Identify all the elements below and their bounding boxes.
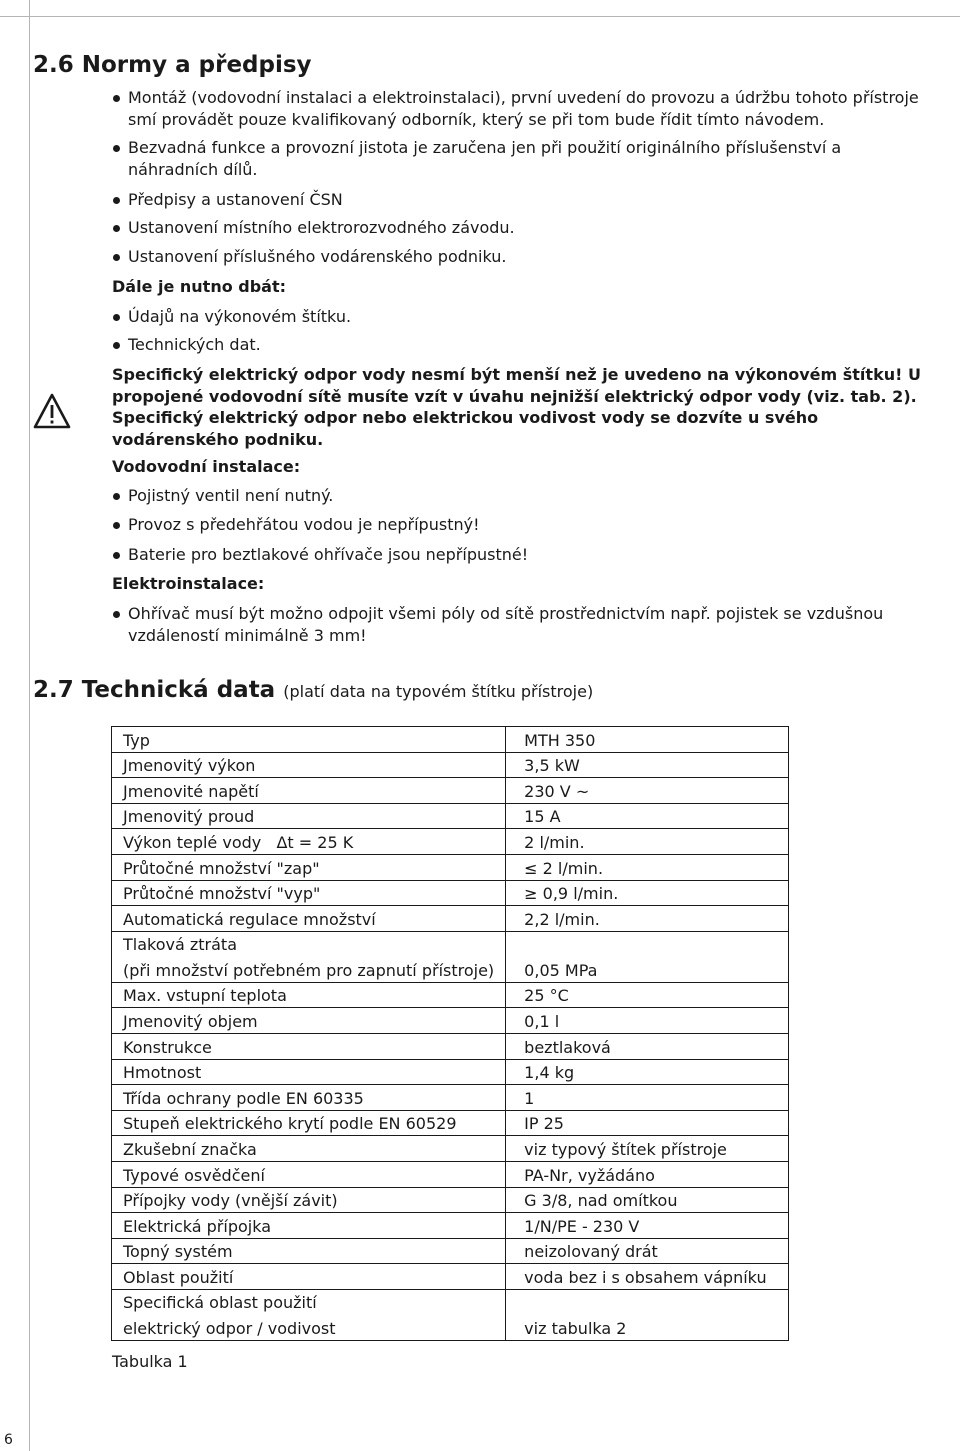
list-item bbox=[112, 217, 932, 239]
section-heading-2-6: 2.6 Normy a předpisy bbox=[33, 52, 312, 78]
table-cell-label: Průtočné množství "zap" bbox=[112, 854, 506, 880]
table-cell-label bbox=[112, 931, 506, 982]
bullet-icon bbox=[113, 254, 120, 261]
page-frame-top bbox=[0, 16, 960, 17]
section-title: 2.7 Technická data bbox=[33, 677, 276, 703]
table-cell-label: Elektrická přípojka bbox=[112, 1213, 506, 1239]
table-cell-value: viz typový štítek přístroje bbox=[506, 1136, 789, 1162]
table-cell-value: 25 °C bbox=[506, 982, 789, 1008]
list-item bbox=[112, 603, 902, 647]
bullet-icon bbox=[113, 552, 120, 559]
note-heading: Dále je nutno dbát: bbox=[112, 277, 287, 296]
label-line: Specifická oblast použití bbox=[123, 1292, 317, 1312]
table-cell-label: Zkušební značka bbox=[112, 1136, 506, 1162]
warning-text: Specifický elektrický odpor vody nesmí být menší než je uvedeno na výkonovém štítku! U propojené vodovodní sítě musíte vzít v úvahu nejnižší elektrický odpor vody (viz. tab. 2). Specifický elektrický odpor nebo elektrickou vodivost vody se dozvíte u svého vodárenského podniku. bbox=[112, 365, 921, 449]
section-heading-2-7 bbox=[33, 677, 593, 703]
label-line: elektrický odpor / vodivost bbox=[123, 1318, 336, 1338]
bullet-icon bbox=[113, 95, 120, 102]
label-line: Tlaková ztráta bbox=[123, 934, 237, 954]
table-cell-value: voda bez i s obsahem vápníku bbox=[506, 1264, 789, 1290]
table-cell-value: MTH 350 bbox=[506, 727, 789, 753]
table-cell-value: 2 l/min. bbox=[506, 829, 789, 855]
table-cell-label bbox=[112, 1289, 506, 1340]
water-installation-heading: Vodovodní instalace: bbox=[112, 457, 301, 476]
table-cell-value: 1,4 kg bbox=[506, 1059, 789, 1085]
bullet-icon bbox=[113, 522, 120, 529]
table-cell-label: Automatická regulace množství bbox=[112, 906, 506, 932]
table-row bbox=[112, 727, 789, 753]
table-row bbox=[112, 1238, 789, 1264]
list-item-text: Baterie pro beztlakové ohřívače jsou nepřípustné! bbox=[128, 545, 529, 564]
table-cell-value: 1 bbox=[506, 1085, 789, 1111]
table-cell-label: Topný systém bbox=[112, 1238, 506, 1264]
technical-data-table-body bbox=[112, 727, 789, 1341]
page-frame-left bbox=[29, 0, 30, 1451]
list-item bbox=[112, 246, 932, 268]
page-number: 6 bbox=[4, 1432, 13, 1448]
bullet-icon bbox=[113, 342, 120, 349]
table-cell-label: Jmenovité napětí bbox=[112, 778, 506, 804]
table-cell-label: Přípojky vody (vnější závit) bbox=[112, 1187, 506, 1213]
table-cell-label: Typ bbox=[112, 727, 506, 753]
table-row bbox=[112, 1264, 789, 1290]
table-cell-value: 0,1 l bbox=[506, 1008, 789, 1034]
table-row bbox=[112, 1213, 789, 1239]
table-cell-value: beztlaková bbox=[506, 1033, 789, 1059]
table-cell-value: 15 A bbox=[506, 803, 789, 829]
table-cell-label: Konstrukce bbox=[112, 1033, 506, 1059]
table-row bbox=[112, 1136, 789, 1162]
table-row bbox=[112, 803, 789, 829]
table-row bbox=[112, 752, 789, 778]
table-row bbox=[112, 880, 789, 906]
table-cell-label: Jmenovitý objem bbox=[112, 1008, 506, 1034]
table-caption: Tabulka 1 bbox=[112, 1352, 188, 1371]
table-row bbox=[112, 1110, 789, 1136]
list-item bbox=[112, 189, 932, 211]
list-item-text: Provoz s předehřátou vodou je nepřípustný! bbox=[128, 515, 480, 534]
bullet-icon bbox=[113, 197, 120, 204]
table-cell-value: PA-Nr, vyžádáno bbox=[506, 1161, 789, 1187]
table-row bbox=[112, 982, 789, 1008]
list-item bbox=[112, 306, 932, 328]
table-row bbox=[112, 1059, 789, 1085]
list-item-text: Předpisy a ustanovení ČSN bbox=[128, 190, 343, 209]
list-item-text: Pojistný ventil není nutný. bbox=[128, 486, 334, 505]
table-cell-label: Jmenovitý proud bbox=[112, 803, 506, 829]
bullet-icon bbox=[113, 314, 120, 321]
bullet-icon bbox=[113, 611, 120, 618]
table-cell-value: IP 25 bbox=[506, 1110, 789, 1136]
list-item-text: Ohřívač musí být možno odpojit všemi póly od sítě prostřednictvím např. pojistek se vzdušnou vzdáleností minimálně 3 mm! bbox=[128, 604, 884, 645]
table-cell-label: Hmotnost bbox=[112, 1059, 506, 1085]
table-cell-value: G 3/8, nad omítkou bbox=[506, 1187, 789, 1213]
table-cell-label: Typové osvědčení bbox=[112, 1161, 506, 1187]
table-row bbox=[112, 1289, 789, 1340]
list-item-text: Bezvadná funkce a provozní jistota je zaručena jen při použití originálního příslušenství a náhradních dílů. bbox=[128, 138, 842, 179]
technical-data-table bbox=[111, 726, 789, 1341]
section-subtitle: (platí data na typovém štítku přístroje) bbox=[283, 682, 594, 701]
table-cell-value: ≥ 0,9 l/min. bbox=[506, 880, 789, 906]
table-cell-value: 1/N/PE - 230 V bbox=[506, 1213, 789, 1239]
list-item-text: Ustanovení příslušného vodárenského podniku. bbox=[128, 247, 507, 266]
list-item-text: Montáž (vodovodní instalaci a elektroinstalaci), první uvedení do provozu a údržbu tohoto přístroje smí provádět pouze kvalifikovaný odborník, který se při tom bude řídit tímto návodem. bbox=[128, 88, 919, 129]
table-cell-value: viz tabulka 2 bbox=[506, 1289, 789, 1340]
list-item-text: Údajů na výkonovém štítku. bbox=[128, 307, 352, 326]
list-item bbox=[112, 514, 932, 536]
table-row bbox=[112, 1033, 789, 1059]
table-row bbox=[112, 778, 789, 804]
list-item bbox=[112, 334, 932, 356]
table-row bbox=[112, 1161, 789, 1187]
table-cell-value: 0,05 MPa bbox=[506, 931, 789, 982]
label-line: (při množství potřebném pro zapnutí přístroje) bbox=[123, 960, 495, 980]
warning-triangle-icon bbox=[32, 392, 72, 432]
table-cell-value: 2,2 l/min. bbox=[506, 906, 789, 932]
table-row bbox=[112, 829, 789, 855]
list-item bbox=[112, 137, 932, 181]
table-cell-value: 230 V ~ bbox=[506, 778, 789, 804]
table-cell-value: neizolovaný drát bbox=[506, 1238, 789, 1264]
table-row bbox=[112, 1008, 789, 1034]
list-item bbox=[112, 544, 932, 566]
table-row bbox=[112, 1085, 789, 1111]
list-item bbox=[112, 87, 932, 131]
list-item-text: Ustanovení místního elektrorozvodného závodu. bbox=[128, 218, 515, 237]
list-item-text: Technických dat. bbox=[128, 335, 261, 354]
table-row bbox=[112, 1187, 789, 1213]
table-cell-label: Stupeň elektrického krytí podle EN 60529 bbox=[112, 1110, 506, 1136]
list-item bbox=[112, 485, 932, 507]
table-cell-label: Třída ochrany podle EN 60335 bbox=[112, 1085, 506, 1111]
table-row bbox=[112, 931, 789, 982]
table-cell-label: Průtočné množství "vyp" bbox=[112, 880, 506, 906]
table-cell-value: 3,5 kW bbox=[506, 752, 789, 778]
table-cell-label: Výkon teplé vody Δt = 25 K bbox=[112, 829, 506, 855]
table-row bbox=[112, 906, 789, 932]
table-cell-label: Oblast použití bbox=[112, 1264, 506, 1290]
electrical-installation-heading: Elektroinstalace: bbox=[112, 574, 265, 593]
bullet-icon bbox=[113, 145, 120, 152]
table-row bbox=[112, 854, 789, 880]
bullet-icon bbox=[113, 493, 120, 500]
table-cell-label: Max. vstupní teplota bbox=[112, 982, 506, 1008]
bullet-icon bbox=[113, 225, 120, 232]
table-cell-label: Jmenovitý výkon bbox=[112, 752, 506, 778]
table-cell-value: ≤ 2 l/min. bbox=[506, 854, 789, 880]
